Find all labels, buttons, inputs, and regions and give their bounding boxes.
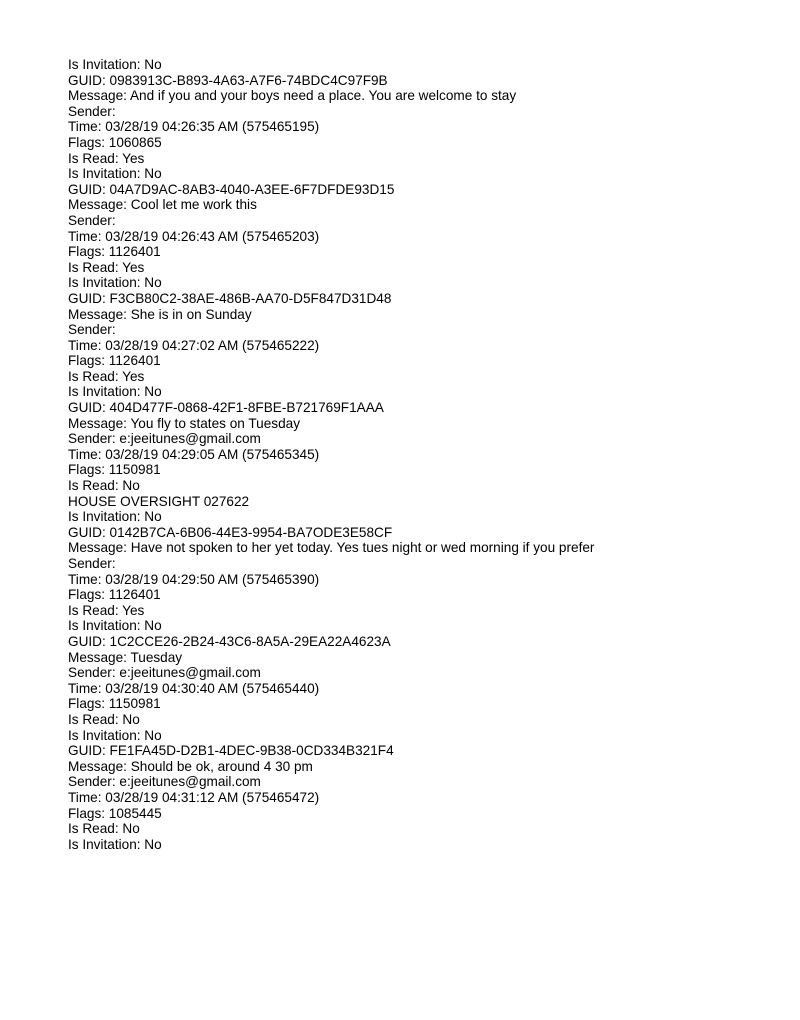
log-line: Message: You fly to states on Tuesday <box>68 415 300 431</box>
log-line: Flags: 1126401 <box>68 353 161 369</box>
log-line: Flags: 1150981 <box>68 462 161 478</box>
page-footer-stamp: HOUSE OVERSIGHT 027622 <box>68 493 250 509</box>
log-line: Is Read: Yes <box>68 602 145 618</box>
log-line: Message: She is in on Sunday <box>68 306 252 322</box>
log-line: Message: And if you and your boys need a place. You are welcome to stay <box>68 88 517 104</box>
log-line: Flags: 1126401 <box>68 587 161 603</box>
log-line: Is Read: Yes <box>68 368 145 384</box>
log-line: Is Invitation: No <box>68 384 162 400</box>
log-line: Message: Should be ok, around 4 30 pm <box>68 758 313 774</box>
log-line: Message: Cool let me work this <box>68 197 257 213</box>
log-line: Flags: 1085445 <box>68 805 162 821</box>
log-line: Sender: <box>68 556 116 571</box>
log-line: Sender: <box>68 212 116 228</box>
log-line: Flags: 1060865 <box>68 134 162 150</box>
log-line: Time: 03/28/19 04:30:40 AM (575465440) <box>68 680 320 696</box>
log-line: GUID: 04A7D9AC-8AB3-4040-A3EE-6F7DFDE93D15 <box>68 181 395 197</box>
log-line: Flags: 1126401 <box>68 244 161 260</box>
log-line: Time: 03/28/19 04:29:50 AM (575465390) <box>68 571 320 587</box>
log-line: Flags: 1150981 <box>68 696 161 712</box>
log-line: Is Read: Yes <box>68 150 145 166</box>
log-line: Sender: <box>68 103 116 119</box>
log-line: Time: 03/28/19 04:26:35 AM (575465195) <box>68 119 320 135</box>
log-line: Is Read: No <box>68 711 140 727</box>
log-line: Is Invitation: No <box>68 57 162 72</box>
log-line: Is Invitation: No <box>68 509 162 525</box>
log-line: Is Invitation: No <box>68 166 162 182</box>
log-line: GUID: 0142B7CA-6B06-44E3-9954-BA7ODE3E58CF <box>68 524 393 540</box>
log-line: Is Read: Yes <box>68 259 145 275</box>
log-line: GUID: 1C2CCE26-2B24-43C6-8A5A-29EA22A4623A <box>68 633 391 649</box>
log-line: Time: 03/28/19 04:26:43 AM (575465203) <box>68 228 320 244</box>
message-log-document <box>68 57 668 852</box>
log-line: Is Invitation: No <box>68 275 162 291</box>
log-line: GUID: 0983913C-B893-4A63-A7F6-74BDC4C97F9B <box>68 72 388 88</box>
log-line: Message: Tuesday <box>68 649 183 665</box>
log-line: Is Invitation: No <box>68 836 162 852</box>
log-line: Message: Have not spoken to her yet today. Yes tues night or wed morning if you prefer <box>68 540 595 556</box>
log-line: Sender: e:jeeitunes@gmail.com <box>68 665 261 681</box>
log-line: Is Read: No <box>68 821 140 837</box>
log-line: Time: 03/28/19 04:31:12 AM (575465472) <box>68 789 320 805</box>
log-line: Sender: <box>68 322 116 338</box>
log-line: Sender: e:jeeitunes@gmail.com <box>68 431 261 447</box>
log-line: Sender: e:jeeitunes@gmail.com <box>68 774 261 790</box>
log-line: Time: 03/28/19 04:29:05 AM (575465345) <box>68 446 320 462</box>
log-line: GUID: 404D477F-0868-42F1-8FBE-B721769F1AAA <box>68 400 384 416</box>
log-line: Time: 03/28/19 04:27:02 AM (575465222) <box>68 337 320 353</box>
log-line: GUID: FE1FA45D-D2B1-4DEC-9B38-0CD334B321F4 <box>68 743 394 759</box>
log-line: Is Invitation: No <box>68 727 162 743</box>
log-line: Is Invitation: No <box>68 618 162 634</box>
log-line: Is Read: No <box>68 478 140 494</box>
log-line: GUID: F3CB80C2-38AE-486B-AA70-D5F847D31D48 <box>68 290 392 306</box>
